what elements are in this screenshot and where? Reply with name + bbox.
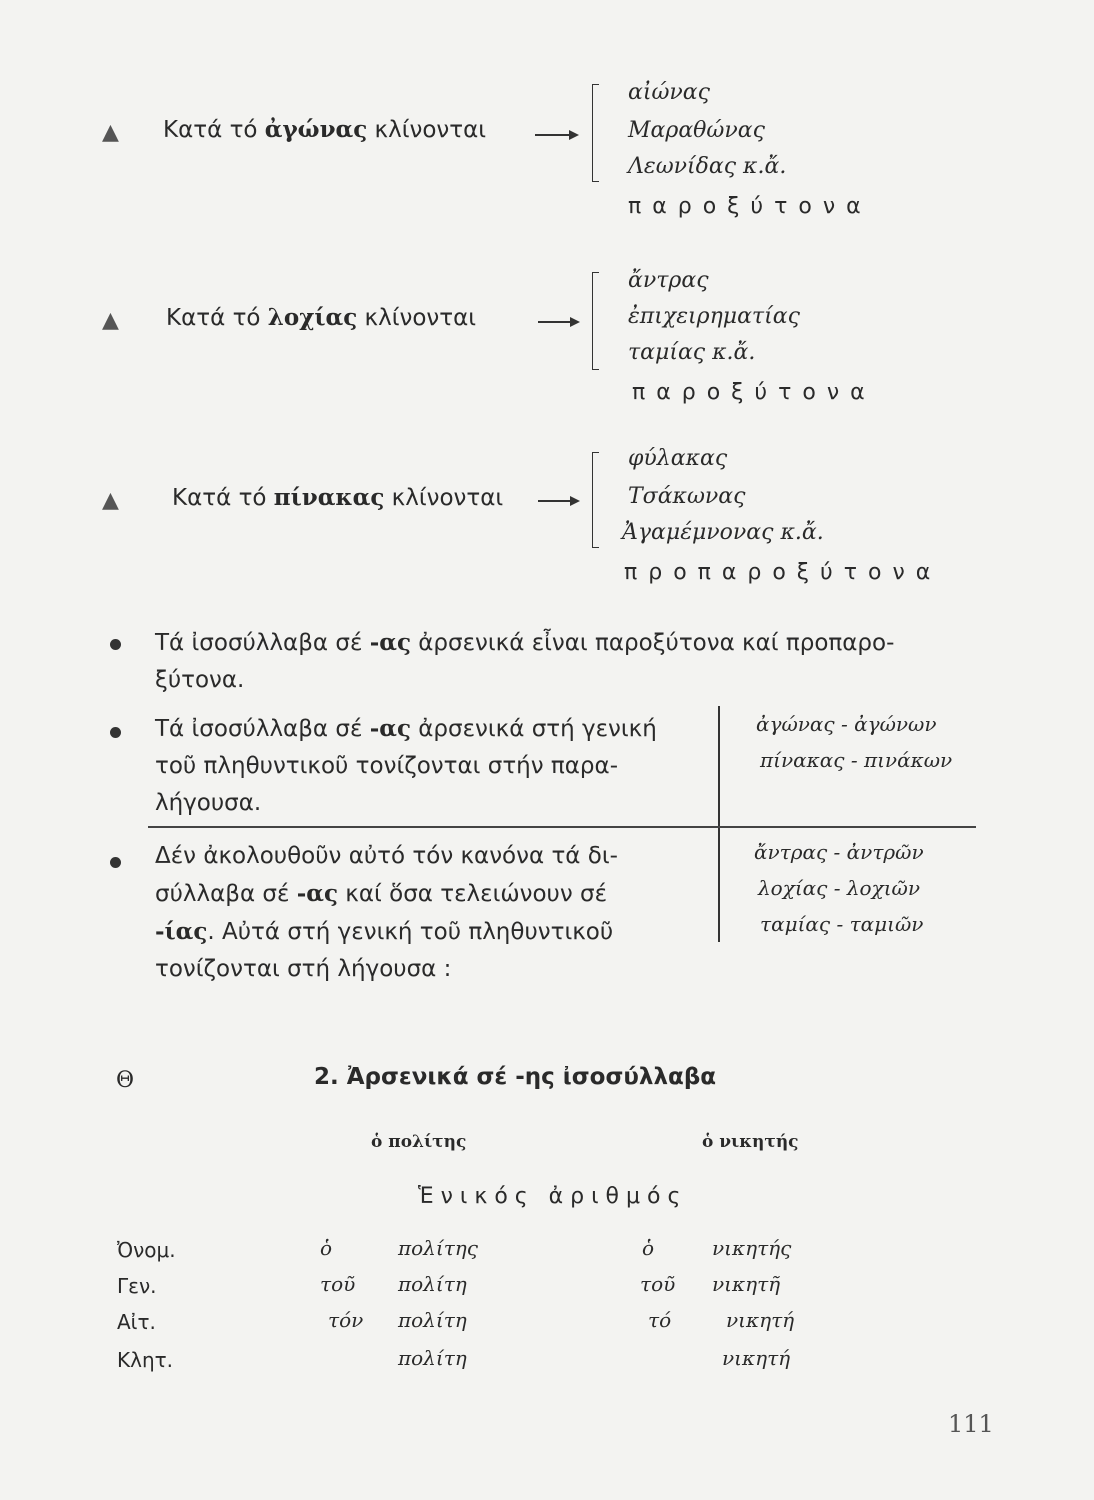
note-3-suffix-2: -ίας [155,918,208,945]
rule-2-text [166,304,476,331]
rule-1-word-3: Λεωνίδας κ.ἄ. [628,154,787,179]
article-2: τοῦ [640,1272,676,1296]
rule-2-suffix: κλίνονται [357,305,477,331]
triangle-marker-icon: ▲ [102,308,119,333]
rule-2-stress: π α ρ ο ξ ύ τ ο ν α [632,380,867,405]
word-2: νικητῆ [712,1272,781,1296]
rule-2-arrow-head-icon [570,317,580,327]
note-1 [155,624,995,699]
note-3-example-2: λοχίας - λοχιῶν [758,876,921,900]
section-symbol: Θ [116,1068,135,1093]
note-3-line-3b: . Αὐτά στή γενική τοῦ πληθυντικοῦ [207,919,614,945]
rule-3-word-1: φύλακας [628,446,728,471]
case-label: Ὀνομ. [117,1238,176,1262]
note-1-line-2: ξύτονα. [155,667,245,693]
note-divider-vertical [718,706,720,942]
rule-3-arrow-head-icon [570,496,580,506]
rule-3-word-2: Τσάκωνας [628,484,746,509]
word-1: πολίτης [398,1236,478,1260]
rule-1-arrow-head-icon [569,130,579,140]
rule-1-word-1: αἰώνας [628,80,710,105]
rule-2-prefix: Κατά τό [166,305,268,331]
note-2-suffix: -ας [369,715,411,742]
section-title: 2. Ἀρσενικά σέ -ης ἰσοσύλλαβα [314,1064,717,1090]
note-3-line-2a: σύλλαβα σέ [155,881,297,907]
article-2: τό [648,1308,672,1332]
note-2-example-1: ἀγώνας - ἀγώνων [756,712,937,736]
rule-1-stress: π α ρ ο ξ ύ τ ο ν α [628,194,863,219]
rule-1-bracket [592,84,599,182]
note-1-suffix: -ας [369,629,411,656]
rule-1-arrow-icon [535,134,571,136]
rule-3-text [172,484,503,511]
triangle-marker-icon: ▲ [102,488,119,513]
note-2-line-3: λήγουσα. [155,790,262,816]
note-2-line-2: τοῦ πληθυντικοῦ τονίζονται στήν παρα- [155,753,618,779]
rule-1-suffix: κλίνονται [367,117,487,143]
rule-1-word-2: Μαραθώνας [628,118,765,143]
article-1: τοῦ [320,1272,356,1296]
word-2: νικητής [712,1236,792,1260]
case-label: Αἰτ. [117,1310,156,1334]
model-word-1: ὁ πολίτης [371,1132,467,1152]
note-2-example-2: πίνακας - πινάκων [760,748,953,772]
note-divider-horizontal [148,826,976,828]
word-1: πολίτη [398,1346,467,1370]
rule-1-text [163,116,486,143]
number-heading: Ἑ ν ι κ ό ς ἀ ρ ι θ μ ό ς [418,1184,681,1209]
note-3-line-2b: καί ὅσα τελειώνουν σέ [338,881,608,907]
article-1: ὁ [320,1236,333,1260]
word-2: νικητή [722,1346,791,1370]
rule-3-suffix: κλίνονται [384,485,504,511]
bullet-icon [110,857,121,868]
rule-2-word-1: ἄντρας [628,268,709,293]
note-3-line-1: Δέν ἀκολουθοῦν αὐτό τόν κανόνα τά δι- [155,843,618,869]
rule-2-bracket [592,272,599,370]
rule-2-model: λοχίας [267,304,358,331]
note-2 [155,710,715,822]
word-1: πολίτη [398,1308,467,1332]
bullet-icon [110,727,121,738]
note-2-line-1a: Τά ἰσοσύλλαβα σέ [155,716,370,742]
rule-1-prefix: Κατά τό [163,117,265,143]
rule-3-model: πίνακας [273,484,385,511]
case-label: Γεν. [117,1274,157,1298]
article-2: ὁ [642,1236,655,1260]
rule-3-bracket [592,452,599,548]
rule-2-word-3: ταμίας κ.ἄ. [628,340,756,365]
note-3-suffix-1: -ας [296,880,338,907]
rule-2-word-2: ἐπιχειρηματίας [628,304,800,329]
rule-3-stress: π ρ ο π α ρ ο ξ ύ τ ο ν α [624,560,933,585]
word-2: νικητή [726,1308,795,1332]
rule-1-model: ἀγώνας [264,116,368,143]
note-3 [155,838,715,988]
model-word-2: ὁ νικητής [702,1132,799,1152]
note-3-example-1: ἄντρας - ἀντρῶν [754,840,924,864]
case-label: Κλητ. [117,1348,174,1372]
rule-3-arrow-icon [538,500,572,502]
triangle-marker-icon: ▲ [102,120,119,145]
word-1: πολίτη [398,1272,467,1296]
note-1-pre: Τά ἰσοσύλλαβα σέ [155,630,370,656]
note-3-line-4: τονίζονται στή λήγουσα : [155,956,452,982]
note-1-post: ἀρσενικά εἶναι παροξύτονα καί προπαρο- [410,630,895,656]
rule-3-prefix: Κατά τό [172,485,274,511]
page-number: 111 [948,1410,994,1438]
rule-3-word-3: Ἀγαμέμνονας κ.ἄ. [622,520,824,545]
article-1: τόν [328,1308,364,1332]
note-3-example-3: ταμίας - ταμιῶν [760,912,924,936]
bullet-icon [110,639,121,650]
note-2-line-1b: ἀρσενικά στή γενική [410,716,657,742]
rule-2-arrow-icon [538,321,572,323]
